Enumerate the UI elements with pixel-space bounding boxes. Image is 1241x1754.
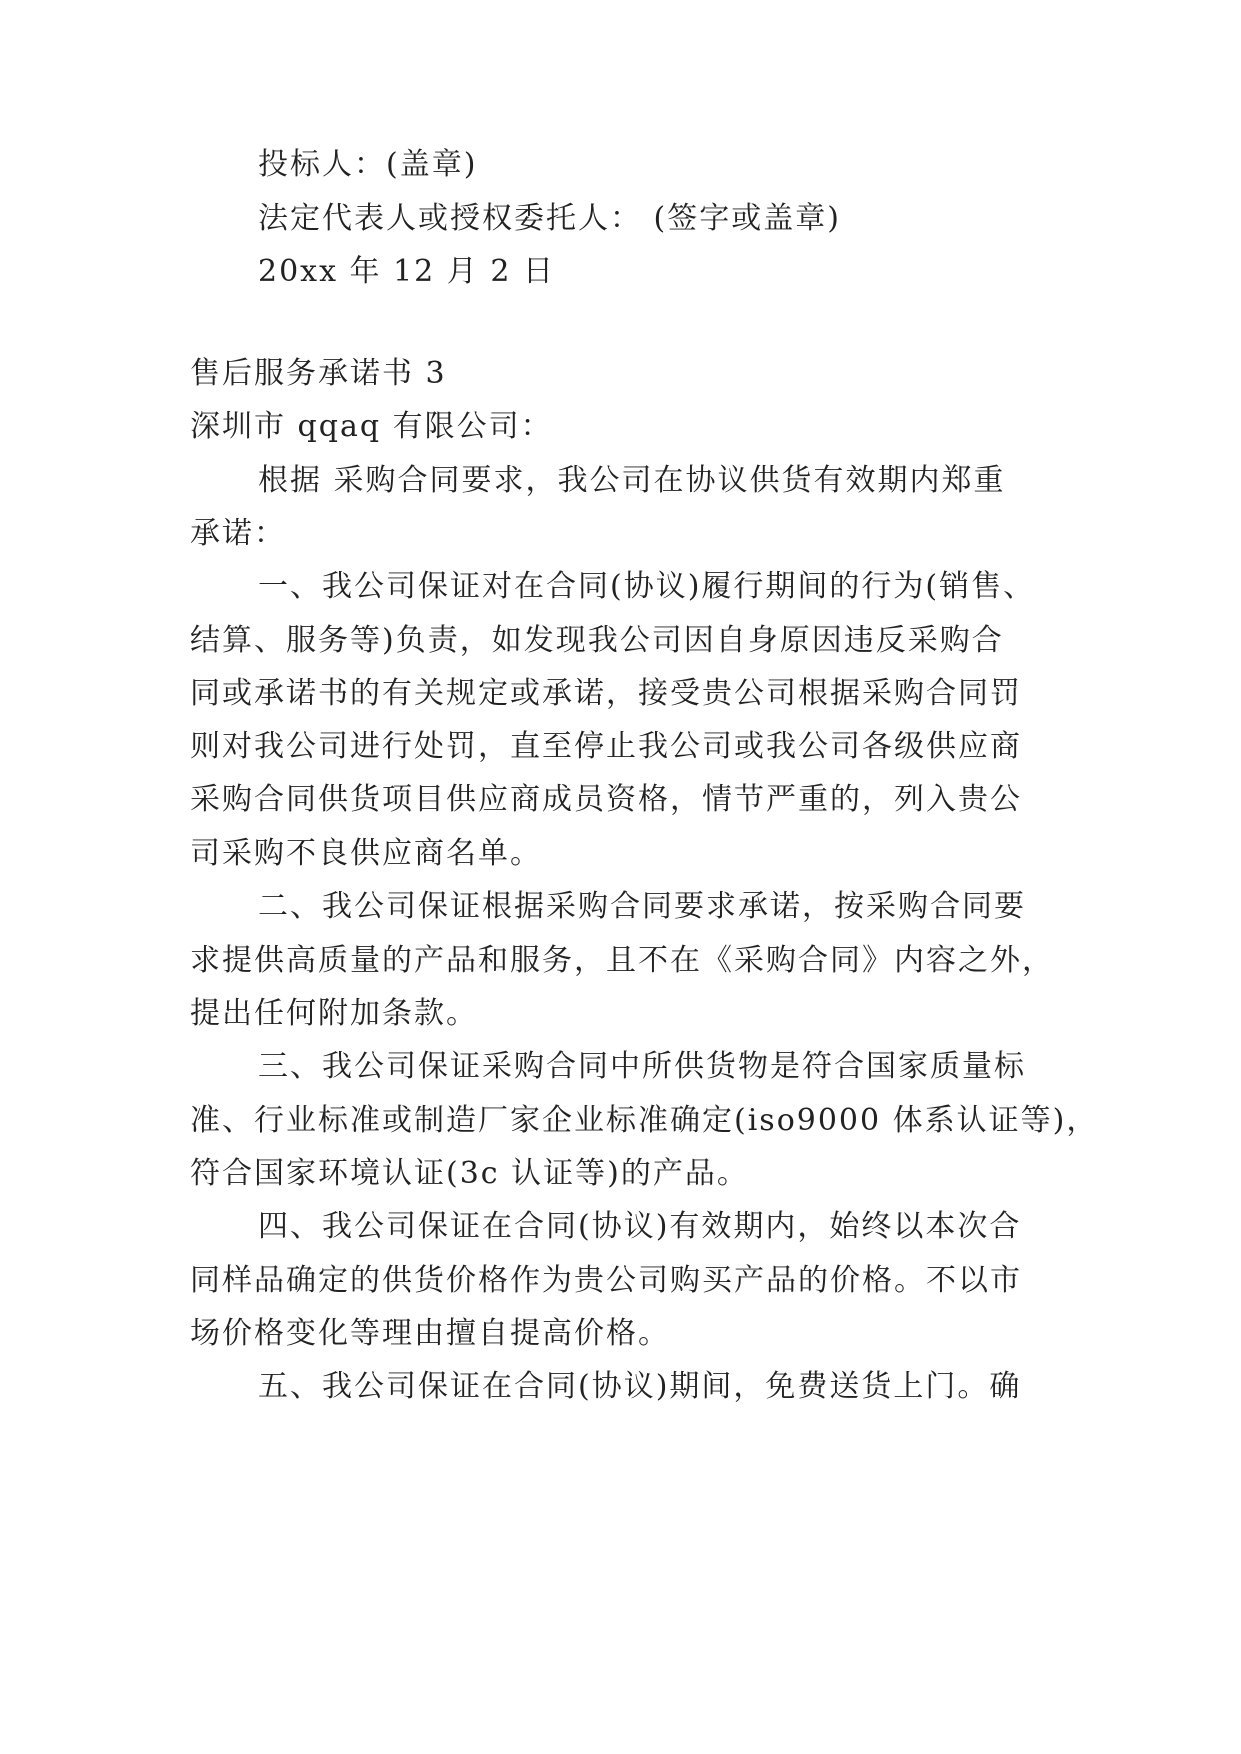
date-line: 20xx 年 12 月 2 日 [258, 254, 555, 289]
paragraph-line: 承诺： [190, 516, 286, 551]
paragraph-line: 三、我公司保证采购合同中所供货物是符合国家质量标 [258, 1049, 1026, 1084]
paragraph-line: 一、我公司保证对在合同(协议)履行期间的行为(销售、 [258, 569, 1036, 604]
paragraph-line: 司采购不良供应商名单。 [190, 836, 542, 871]
paragraph-line: 采购合同供货项目供应商成员资格，情节严重的，列入贵公 [190, 782, 1022, 817]
paragraph-line: 五、我公司保证在合同(协议)期间，免费送货上门。确 [258, 1369, 1022, 1404]
paragraph-line: 根据 采购合同要求，我公司在协议供货有效期内郑重 [258, 463, 1006, 498]
paragraph-line: 则对我公司进行处罚，直至停止我公司或我公司各级供应商 [190, 729, 1022, 764]
paragraph-line: 准、行业标准或制造厂家企业标准确定(iso9000 体系认证等)， [190, 1103, 1099, 1138]
paragraph-line: 结算、服务等)负责，如发现我公司因自身原因违反采购合 [190, 623, 1004, 658]
recipient-line: 深圳市 qqaq 有限公司： [190, 409, 553, 444]
paragraph-line: 二、我公司保证根据采购合同要求承诺，按采购合同要 [258, 889, 1026, 924]
bidder-seal-line: 投标人：(盖章) [258, 147, 478, 182]
paragraph-line: 求提供高质量的产品和服务，且不在《采购合同》内容之外， [190, 943, 1054, 978]
representative-sign-line: 法定代表人或授权委托人： (签字或盖章) [258, 201, 841, 236]
document-title: 售后服务承诺书 3 [190, 356, 447, 391]
paragraph-line: 提出任何附加条款。 [190, 996, 478, 1031]
paragraph-line: 四、我公司保证在合同(协议)有效期内，始终以本次合 [258, 1209, 1022, 1244]
paragraph-line: 同或承诺书的有关规定或承诺，接受贵公司根据采购合同罚 [190, 676, 1022, 711]
paragraph-line: 同样品确定的供货价格作为贵公司购买产品的价格。不以市 [190, 1263, 1022, 1298]
paragraph-line: 场价格变化等理由擅自提高价格。 [190, 1316, 670, 1351]
paragraph-line: 符合国家环境认证(3c 认证等)的产品。 [190, 1156, 749, 1191]
